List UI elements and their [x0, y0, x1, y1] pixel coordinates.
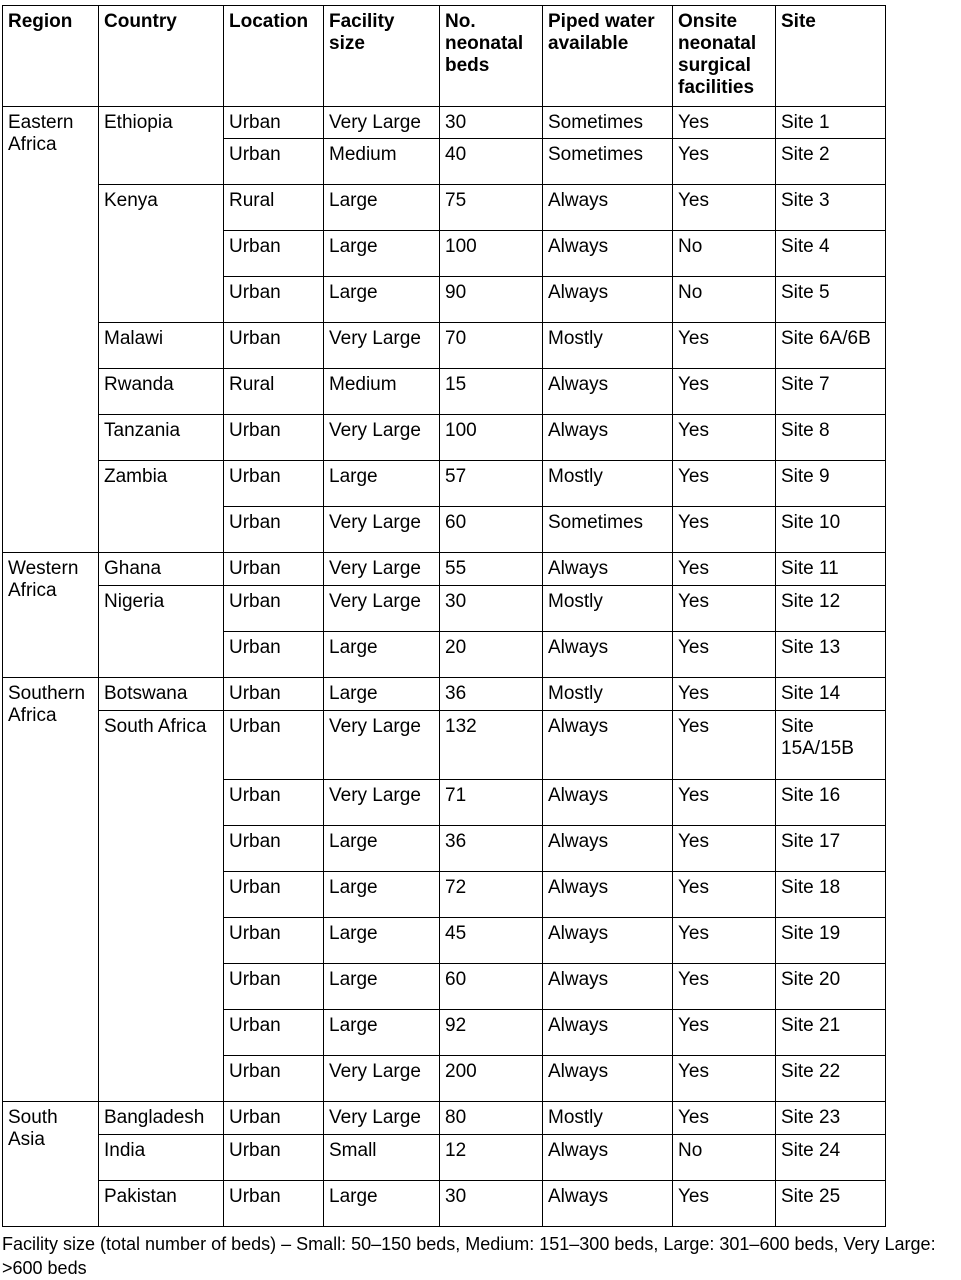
facility-size-cell: Small [324, 1135, 440, 1181]
surgical-facilities-cell: Yes [673, 139, 776, 185]
site-cell: Site 24 [776, 1135, 886, 1181]
region-cell: Eastern Africa [3, 107, 99, 553]
table-row [3, 415, 886, 461]
table-row [3, 1102, 886, 1135]
site-cell: Site 21 [776, 1010, 886, 1056]
surgical-facilities-cell: Yes [673, 964, 776, 1010]
facility-size-cell: Large [324, 964, 440, 1010]
country-cell: Rwanda [99, 369, 224, 415]
neonatal-beds-cell: 30 [440, 1181, 543, 1227]
neonatal-beds-cell: 100 [440, 231, 543, 277]
location-cell: Urban [224, 1010, 324, 1056]
surgical-facilities-cell: No [673, 277, 776, 323]
surgical-facilities-cell: Yes [673, 918, 776, 964]
site-cell: Site 16 [776, 780, 886, 826]
site-cell: Site 12 [776, 586, 886, 632]
facility-size-cell: Very Large [324, 586, 440, 632]
neonatal-beds-cell: 30 [440, 107, 543, 139]
piped-water-cell: Mostly [543, 586, 673, 632]
country-cell: Ghana [99, 553, 224, 586]
facility-size-cell: Large [324, 1010, 440, 1056]
facility-size-cell: Very Large [324, 507, 440, 553]
site-cell: Site 8 [776, 415, 886, 461]
table-body [3, 107, 886, 1227]
surgical-facilities-cell: Yes [673, 415, 776, 461]
location-cell: Urban [224, 1181, 324, 1227]
header-country: Country [99, 6, 224, 107]
site-cell: Site 2 [776, 139, 886, 185]
neonatal-beds-cell: 12 [440, 1135, 543, 1181]
header-location: Location [224, 6, 324, 107]
site-cell: Site 25 [776, 1181, 886, 1227]
site-cell: Site 7 [776, 369, 886, 415]
header-region: Region [3, 6, 99, 107]
piped-water-cell: Always [543, 918, 673, 964]
surgical-facilities-cell: Yes [673, 185, 776, 231]
surgical-facilities-cell: Yes [673, 586, 776, 632]
piped-water-cell: Always [543, 415, 673, 461]
location-cell: Rural [224, 369, 324, 415]
location-cell: Urban [224, 918, 324, 964]
location-cell: Urban [224, 107, 324, 139]
header-piped-water: Piped water available [543, 6, 673, 107]
surgical-facilities-cell: Yes [673, 507, 776, 553]
country-cell: Malawi [99, 323, 224, 369]
table-footnote: Facility size (total number of beds) – Small: 50–150 beds, Medium: 151–300 beds, Large: 301–600 beds, Very Large: >600 beds [2, 1234, 936, 1278]
facility-size-cell: Large [324, 918, 440, 964]
location-cell: Urban [224, 139, 324, 185]
neonatal-beds-cell: 200 [440, 1056, 543, 1102]
neonatal-beds-cell: 45 [440, 918, 543, 964]
site-cell: Site 23 [776, 1102, 886, 1135]
facility-size-cell: Very Large [324, 1102, 440, 1135]
table-row [3, 107, 886, 139]
location-cell: Urban [224, 1056, 324, 1102]
location-cell: Urban [224, 507, 324, 553]
site-cell: Site 22 [776, 1056, 886, 1102]
facility-size-cell: Very Large [324, 553, 440, 586]
neonatal-beds-cell: 75 [440, 185, 543, 231]
piped-water-cell: Always [543, 711, 673, 780]
country-cell: Pakistan [99, 1181, 224, 1227]
facility-size-cell: Very Large [324, 711, 440, 780]
country-cell: Bangladesh [99, 1102, 224, 1135]
piped-water-cell: Always [543, 1135, 673, 1181]
table-row [3, 185, 886, 231]
piped-water-cell: Mostly [543, 461, 673, 507]
neonatal-beds-cell: 30 [440, 586, 543, 632]
table-row [3, 678, 886, 711]
piped-water-cell: Sometimes [543, 507, 673, 553]
site-cell: Site 19 [776, 918, 886, 964]
piped-water-cell: Always [543, 632, 673, 678]
header-facility-size: Facility size [324, 6, 440, 107]
neonatal-beds-cell: 36 [440, 678, 543, 711]
piped-water-cell: Always [543, 826, 673, 872]
surgical-facilities-cell: Yes [673, 323, 776, 369]
site-cell: Site 15A/15B [776, 711, 886, 780]
piped-water-cell: Always [543, 1010, 673, 1056]
surgical-facilities-cell: Yes [673, 1056, 776, 1102]
site-cell: Site 4 [776, 231, 886, 277]
table-row [3, 461, 886, 507]
location-cell: Rural [224, 185, 324, 231]
location-cell: Urban [224, 553, 324, 586]
location-cell: Urban [224, 1102, 324, 1135]
piped-water-cell: Always [543, 553, 673, 586]
table-row [3, 323, 886, 369]
table-row [3, 711, 886, 780]
header-site: Site [776, 6, 886, 107]
surgical-facilities-cell: Yes [673, 711, 776, 780]
site-cell: Site 17 [776, 826, 886, 872]
site-cell: Site 6A/6B [776, 323, 886, 369]
piped-water-cell: Sometimes [543, 107, 673, 139]
neonatal-beds-cell: 100 [440, 415, 543, 461]
location-cell: Urban [224, 277, 324, 323]
facility-size-cell: Medium [324, 139, 440, 185]
surgical-facilities-cell: No [673, 1135, 776, 1181]
neonatal-beds-cell: 60 [440, 964, 543, 1010]
country-cell: India [99, 1135, 224, 1181]
site-cell: Site 9 [776, 461, 886, 507]
table-row [3, 1181, 886, 1227]
facility-size-cell: Medium [324, 369, 440, 415]
region-cell: Southern Africa [3, 678, 99, 1102]
location-cell: Urban [224, 872, 324, 918]
site-cell: Site 18 [776, 872, 886, 918]
country-cell: Zambia [99, 461, 224, 553]
neonatal-beds-cell: 72 [440, 872, 543, 918]
country-cell: Botswana [99, 678, 224, 711]
location-cell: Urban [224, 678, 324, 711]
country-cell: Kenya [99, 185, 224, 323]
location-cell: Urban [224, 780, 324, 826]
surgical-facilities-cell: Yes [673, 461, 776, 507]
header-neonatal-beds: No. neonatal beds [440, 6, 543, 107]
surgical-facilities-cell: Yes [673, 872, 776, 918]
neonatal-beds-cell: 55 [440, 553, 543, 586]
region-cell: Western Africa [3, 553, 99, 678]
location-cell: Urban [224, 323, 324, 369]
surgical-facilities-cell: Yes [673, 1181, 776, 1227]
site-cell: Site 20 [776, 964, 886, 1010]
neonatal-beds-cell: 71 [440, 780, 543, 826]
table-row [3, 586, 886, 632]
location-cell: Urban [224, 964, 324, 1010]
surgical-facilities-cell: Yes [673, 369, 776, 415]
location-cell: Urban [224, 461, 324, 507]
piped-water-cell: Always [543, 1056, 673, 1102]
site-cell: Site 11 [776, 553, 886, 586]
location-cell: Urban [224, 415, 324, 461]
neonatal-beds-cell: 70 [440, 323, 543, 369]
site-cell: Site 3 [776, 185, 886, 231]
surgical-facilities-cell: Yes [673, 1010, 776, 1056]
piped-water-cell: Always [543, 185, 673, 231]
facility-size-cell: Large [324, 632, 440, 678]
facility-size-cell: Large [324, 277, 440, 323]
header-surgical-facilities: Onsite neonatal surgical facilities [673, 6, 776, 107]
facility-size-cell: Large [324, 826, 440, 872]
location-cell: Urban [224, 632, 324, 678]
surgical-facilities-cell: Yes [673, 632, 776, 678]
piped-water-cell: Always [543, 964, 673, 1010]
neonatal-beds-cell: 80 [440, 1102, 543, 1135]
location-cell: Urban [224, 711, 324, 780]
piped-water-cell: Always [543, 277, 673, 323]
neonatal-beds-cell: 60 [440, 507, 543, 553]
neonatal-beds-cell: 20 [440, 632, 543, 678]
surgical-facilities-cell: No [673, 231, 776, 277]
facility-size-cell: Large [324, 231, 440, 277]
sites-table [2, 5, 886, 1227]
country-cell: South Africa [99, 711, 224, 1102]
piped-water-cell: Always [543, 369, 673, 415]
surgical-facilities-cell: Yes [673, 678, 776, 711]
piped-water-cell: Always [543, 231, 673, 277]
facility-size-cell: Large [324, 461, 440, 507]
site-cell: Site 1 [776, 107, 886, 139]
header-row [3, 6, 886, 107]
surgical-facilities-cell: Yes [673, 1102, 776, 1135]
facility-size-cell: Large [324, 872, 440, 918]
facility-size-cell: Very Large [324, 1056, 440, 1102]
facility-size-cell: Very Large [324, 415, 440, 461]
neonatal-beds-cell: 57 [440, 461, 543, 507]
country-cell: Tanzania [99, 415, 224, 461]
site-cell: Site 14 [776, 678, 886, 711]
region-cell: South Asia [3, 1102, 99, 1227]
neonatal-beds-cell: 36 [440, 826, 543, 872]
neonatal-beds-cell: 90 [440, 277, 543, 323]
facility-size-cell: Large [324, 185, 440, 231]
piped-water-cell: Always [543, 1181, 673, 1227]
surgical-facilities-cell: Yes [673, 780, 776, 826]
piped-water-cell: Always [543, 872, 673, 918]
piped-water-cell: Mostly [543, 1102, 673, 1135]
facility-size-cell: Very Large [324, 107, 440, 139]
piped-water-cell: Mostly [543, 323, 673, 369]
country-cell: Ethiopia [99, 107, 224, 185]
location-cell: Urban [224, 231, 324, 277]
piped-water-cell: Always [543, 780, 673, 826]
neonatal-beds-cell: 132 [440, 711, 543, 780]
location-cell: Urban [224, 1135, 324, 1181]
facility-size-cell: Very Large [324, 323, 440, 369]
location-cell: Urban [224, 826, 324, 872]
table-row [3, 1135, 886, 1181]
country-cell: Nigeria [99, 586, 224, 678]
neonatal-beds-cell: 15 [440, 369, 543, 415]
facility-size-cell: Very Large [324, 780, 440, 826]
table-row [3, 553, 886, 586]
location-cell: Urban [224, 586, 324, 632]
site-cell: Site 13 [776, 632, 886, 678]
neonatal-beds-cell: 92 [440, 1010, 543, 1056]
facility-size-cell: Large [324, 678, 440, 711]
surgical-facilities-cell: Yes [673, 107, 776, 139]
surgical-facilities-cell: Yes [673, 553, 776, 586]
surgical-facilities-cell: Yes [673, 826, 776, 872]
site-cell: Site 5 [776, 277, 886, 323]
table-row [3, 369, 886, 415]
piped-water-cell: Mostly [543, 678, 673, 711]
neonatal-beds-cell: 40 [440, 139, 543, 185]
facility-size-cell: Large [324, 1181, 440, 1227]
piped-water-cell: Sometimes [543, 139, 673, 185]
site-cell: Site 10 [776, 507, 886, 553]
